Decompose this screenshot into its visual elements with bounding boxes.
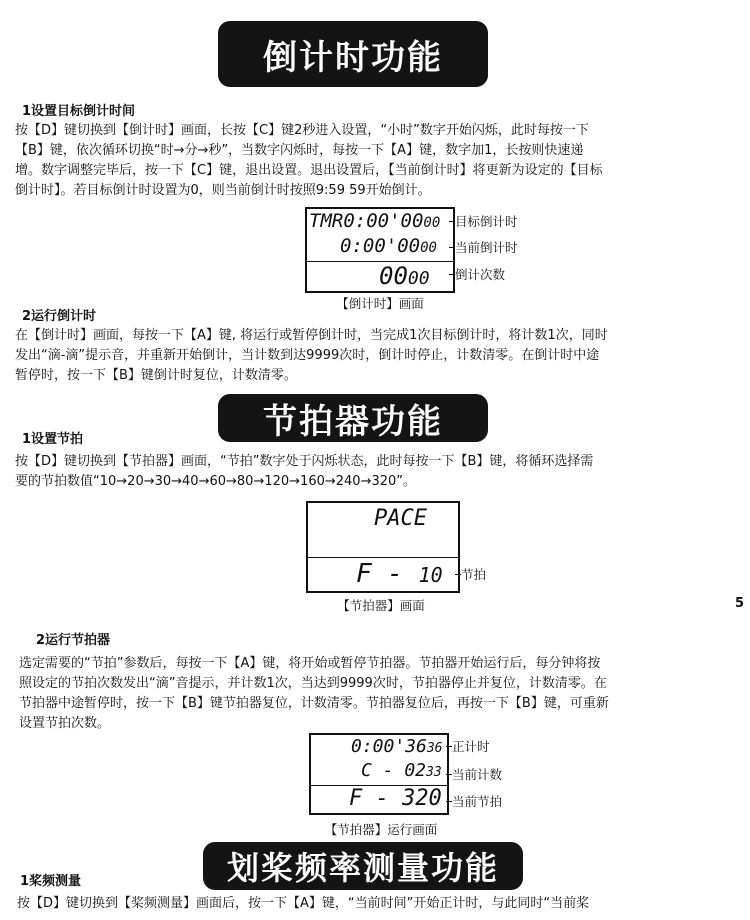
label-current-count: 当前计数 xyxy=(452,767,503,782)
label-elapsed: 正计时 xyxy=(452,739,490,754)
text-line: 增。数字调整完毕后，按一下【C】键，退出设置。退出设置后，【当前倒计时】将更新为设定的【目标 xyxy=(15,163,603,178)
metronome-lcd xyxy=(306,501,460,593)
lcd-pace-text: PACE xyxy=(374,506,427,531)
stroke-rate-heading: 1桨频测量 xyxy=(20,874,82,889)
countdown-set-paragraph xyxy=(15,121,745,201)
text-line: 选定需要的“节拍”参数后，每按一下【A】键，将开始或暂停节拍器。节拍器开始运行后，每分钟将按 xyxy=(19,656,601,671)
countdown-run-paragraph xyxy=(15,326,745,386)
label-current-countdown: 当前倒计时 xyxy=(455,240,518,255)
lcd-tmr-text: TMR xyxy=(309,210,344,232)
text-line: 按【D】键切换到【节拍器】画面，“节拍”数字处于闪烁状态，此时每按一下【B】键，将循环选择需 xyxy=(15,454,594,469)
text-line: 设置节拍次数。 xyxy=(19,716,111,731)
text-line: 暂停时，按一下【B】键倒计时复位，计数清零。 xyxy=(15,368,297,383)
lcd-target-time: 0:00'00 xyxy=(343,210,424,232)
metronome-run-lcd-caption: 【节拍器】运行画面 xyxy=(324,822,438,837)
countdown-banner: 倒计时功能 xyxy=(218,21,488,87)
label-target-countdown: 目标倒计时 xyxy=(455,214,518,229)
lcd-target-hundredths: 00 xyxy=(423,215,441,231)
lcd-count-small: 00 xyxy=(407,268,430,289)
lcd-current-hundredths: 00 xyxy=(420,240,437,256)
lcd-elapsed-small: 36 xyxy=(426,741,443,756)
label-countdown-count: 倒计次数 xyxy=(455,267,506,282)
metronome-set-heading: 1设置节拍 xyxy=(22,432,84,447)
metronome-set-paragraph xyxy=(15,452,745,492)
countdown-lcd xyxy=(305,207,455,293)
metronome-lcd-caption: 【节拍器】画面 xyxy=(337,598,425,613)
page-number: 5 xyxy=(735,596,745,611)
countdown-run-heading: 2运行倒计时 xyxy=(22,309,97,324)
stroke-rate-paragraph: 按【D】键切换到【桨频测量】画面后，按一下【A】键，“当前时间”开始正计时，与此同时“当前桨 xyxy=(17,896,590,911)
lcd-count: 00 xyxy=(379,262,408,290)
lcd-pace-prefix: F - xyxy=(356,559,419,589)
label-beat: 节拍 xyxy=(461,567,487,582)
text-line: 照设定的节拍次数发出“滴”音提示，并计数1次，当达到9999次时，节拍器停止并复位，计数清零。在 xyxy=(19,676,607,691)
label-current-beat: 当前节拍 xyxy=(452,794,503,809)
text-line: 在【倒计时】画面，每按一下【A】键, 将运行或暂停倒计时，当完成1次目标倒计时，将计数1次，同时 xyxy=(15,328,608,343)
text-line: 发出“滴-滴”提示音，并重新开始倒计，当计数到达9999次时，倒计时停止，计数清零。在倒计时中途 xyxy=(15,348,600,363)
text-line: 节拍器中途暂停时，按一下【B】键节拍器复位，计数清零。节拍器复位后，再按一下【B】键，可重新 xyxy=(19,696,609,711)
countdown-set-heading: 1设置目标倒计时间 xyxy=(22,104,136,119)
stroke-rate-banner: 划桨频率测量功能 xyxy=(203,842,523,890)
text-line: 【B】键，依次循环切换“时→分→秒”，当数字闪烁时，每按一下【A】键，数字加1，长按则快速递 xyxy=(15,143,584,158)
text-line: 倒计时】。若目标倒计时设置为0，则当前倒计时按照9:59 59开始倒计。 xyxy=(15,183,431,198)
lcd-current-count: C - 02 xyxy=(361,760,427,781)
lcd-pace-value: 10 xyxy=(418,563,443,587)
lcd-current-count-small: 33 xyxy=(426,765,442,780)
metronome-banner: 节拍器功能 xyxy=(218,394,488,442)
countdown-lcd-caption: 【倒计时】画面 xyxy=(336,296,424,311)
metronome-run-lcd xyxy=(309,733,449,815)
text-line: 按【D】键切换到【倒计时】画面，长按【C】键2秒进入设置，“小时”数字开始闪烁，此时每按一下 xyxy=(15,123,589,138)
lcd-current-beat: F - 320 xyxy=(349,786,442,811)
metronome-run-paragraph xyxy=(19,654,747,734)
text-line: 要的节拍数值“10→20→30→40→60→80→120→160→240→320”。 xyxy=(15,474,417,489)
lcd-current-time: 0:00'00 xyxy=(340,235,421,257)
lcd-elapsed-time: 0:00'36 xyxy=(351,736,427,757)
metronome-run-heading: 2运行节拍器 xyxy=(36,633,111,648)
